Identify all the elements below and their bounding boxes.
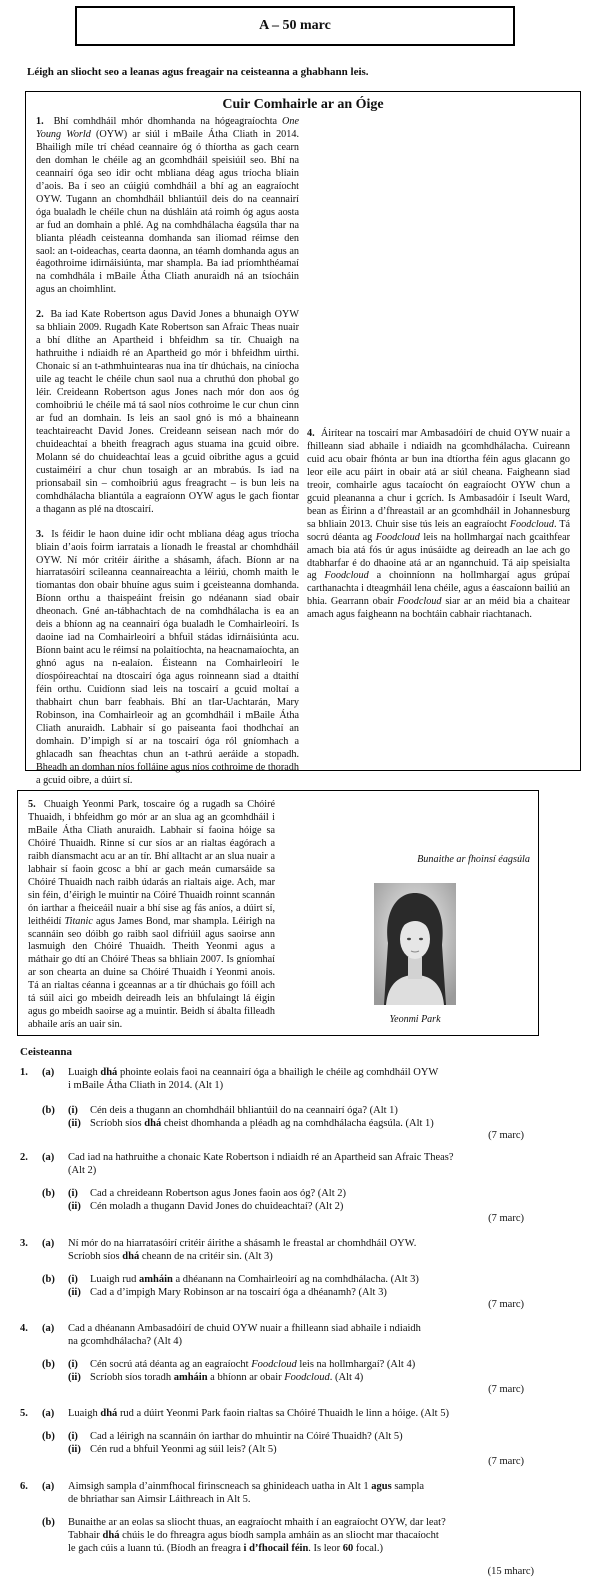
text: Cén socrú atá déanta ag an eagraíocht (90, 1359, 252, 1370)
text: Luaigh (68, 1408, 101, 1419)
text: a choinníonn na hollmhargaí agus grúpaí carthanachta i dteagmháil lena chéile, agus a éascaíonn bailiú an bhia. Gearrann obair (307, 570, 570, 608)
paragraph-1 (36, 116, 299, 297)
paragraph-4 (307, 428, 570, 622)
text: agus James Bond, mar shampla. Léirigh na scannáin seo dóibh go raibh saol difriúil agus saoirse ann lasmuigh den Chóiré Thuaidh. Theith Yeonmi agus a máthair go dtí an Chóiré Theas sa bhliain 2007. Is gníomhaí ar son chearta an duine sa Chóiré Thuaidh í Yeonmi anois. Tá an rialtas céanna i gceannas ar a tír dhúchais go fóill ach tá súil aici go mbeidh deireadh leis an bhfulaingt lá éigin agus go mbeidh saoirse ag a muintir. Beidh sí ábalta filleadh abhaile arís an uair sin. (28, 915, 275, 1031)
paragraph-number: 5. (28, 799, 36, 810)
text: chúis le do fhreagra agus bíodh sampla amháin as an sliocht mar thacaíocht (119, 1530, 439, 1541)
marks: (7 marc) (488, 1384, 524, 1395)
paragraph-5 (28, 799, 275, 1032)
text: . Tá socrú déanta ag (307, 518, 571, 543)
text: Scríobh síos (90, 1118, 145, 1129)
text: cheann de na critéir sin. (Alt 3) (139, 1251, 273, 1262)
passage-column-right (307, 116, 570, 788)
paragraph-number: 2. (36, 309, 44, 321)
question-4a (68, 1322, 548, 1348)
question-number: 5. (20, 1408, 28, 1419)
text: (OYW) ar siúl i mBaile Átha Cliath in 2014. Bhailigh míle trí chéad ceannaire óg ó thíortha as gach cearn den domhan le chéile ag an gcomhdháil speisiúil seo. Bhí na ceannairí óga seo idir ocht mbliana déag agus tríocha bliain d’aois. Ba í seo an cúigiú comhdháil a bhí ag an eagraíocht OYW. Tugann an chomhdháil bhliantúil deis do na ceannairí óga bualadh le chéile chun na dúshláin atá roimh óg agus aosta ar fud an domhain a phlé. Ag na comhdhálacha éagsúla thar na blianta pléadh ceisteanna domhanda san iliomad réimse den saol: an t-oideachas, cearta daonna, an téamh domhanda agus an éagothroime idirnáisiúnta, mar shampla. Ba iad príomhthéamaí na comhdhála i mBaile Átha Cliath anuraidh ná an tsíocháin agus an choimhlint. (36, 128, 299, 296)
text: Foodcloud (375, 531, 420, 543)
subpart-label: (ii) (68, 1444, 81, 1455)
text: siar ar an méid bia a chaitear amach agus faigheann na bochtáin cabhair riachtanach. (307, 596, 570, 621)
part-label: (b) (42, 1431, 55, 1442)
subpart-label: (i) (68, 1359, 78, 1370)
text: Luaigh rud (90, 1274, 139, 1285)
text: Foodcloud (251, 1359, 297, 1370)
paragraph-number: 1. (36, 116, 44, 127)
text: Foodcloud (397, 596, 442, 608)
text: . Is leor (308, 1543, 343, 1554)
text: Bhí comhdháil mhór dhomhanda na hógeagraíochta (53, 116, 283, 127)
text: na gcomhdhálacha? (Alt 4) (68, 1336, 182, 1347)
text: dhá (100, 1067, 118, 1078)
subpart-label: (i) (68, 1105, 78, 1116)
part-label: (a) (42, 1408, 55, 1419)
question-number: 3. (20, 1238, 28, 1249)
marks: (7 marc) (488, 1130, 524, 1141)
text: dhá (100, 1408, 118, 1419)
part-label: (a) (42, 1323, 55, 1334)
text: 60 (342, 1543, 354, 1554)
section-header: A – 50 marc (75, 6, 515, 46)
question-2a (68, 1151, 548, 1177)
text: leis na hollmhargaí? (Alt 4) (296, 1359, 416, 1370)
part-label: (a) (42, 1481, 55, 1492)
text: Áirítear na toscairí mar Ambasadóirí de chuid OYW nuair a fhilleann siad abhaile i ndiaidh na gcomhdhálacha. Cuireann cuid acu obair fhónta ar bun ina dtíortha féin agus glacann go leor eile acu páirt in obair atá ar siúl cheana. Faigheann siad treoir, comhairle agus tacaíocht ón eagraíocht OYW chun a gcuid pleananna a chur i gcrích. Is Ambasadóir í Iseult Ward, bean as Éirinn a d’fhreastail ar an gcomhdháil in Johannesburg sa bhliain 2013. Chuir sise tús leis an eagraíocht (307, 428, 571, 530)
text: Scríobh síos toradh (90, 1372, 174, 1383)
marks: (7 marc) (488, 1456, 524, 1467)
question-1b-ii (90, 1117, 434, 1130)
text: . (Alt 4) (329, 1372, 364, 1383)
part-label: (a) (42, 1152, 55, 1163)
question-6a (68, 1480, 548, 1506)
question-number: 6. (20, 1481, 28, 1492)
question-number: 4. (20, 1323, 28, 1334)
subpart-label: (ii) (68, 1287, 81, 1298)
paragraph-3 (36, 529, 299, 788)
text: Titanic (64, 915, 93, 927)
source-note: Bunaithe ar fhoinsí éagsúla (417, 854, 530, 865)
text: amháin (173, 1372, 208, 1383)
text: Foodcloud (509, 518, 554, 530)
yeonmi-box (17, 790, 539, 1036)
question-3b-i (90, 1273, 419, 1286)
text: Cad a dhéanann Ambasadóirí de chuid OYW nuair a fhilleann siad abhaile i ndiaidh (68, 1323, 421, 1334)
box-right-column (290, 799, 530, 867)
subpart-label: (i) (68, 1188, 78, 1199)
text: Ní mór do na hiarratasóirí critéir áirithe a shásamh le freastal ar chomhdháil OYW. (68, 1238, 417, 1249)
part-label: (b) (42, 1359, 55, 1370)
part-label: (a) (42, 1067, 55, 1078)
reading-passage (25, 91, 581, 786)
text: rud a dúirt Yeonmi Park faoin rialtas sa Chóiré Thuaidh le linn a hóige. (Alt 5) (117, 1408, 449, 1419)
question-1b-i: Cén deis a thugann an chomhdháil bhliantúil do na ceannairí óga? (Alt 1) (90, 1105, 398, 1116)
spacer (290, 799, 530, 851)
paragraph-number: 3. (36, 528, 44, 540)
instruction: Léigh an sliocht seo a leanas agus freagair na ceisteanna a ghabhann leis. (27, 66, 369, 78)
question-3a (68, 1237, 548, 1263)
part-label: (b) (42, 1517, 55, 1528)
text: le gach cúis a luann tú. (Bíodh an freagra (68, 1543, 244, 1554)
marks: (15 mharc) (487, 1566, 534, 1577)
text: agus (371, 1481, 392, 1492)
text: sampla (391, 1481, 425, 1492)
text: i mBaile Átha Cliath in 2014. (Alt 1) (68, 1080, 224, 1091)
marks: (7 marc) (488, 1299, 524, 1310)
subpart-label: (i) (68, 1274, 78, 1285)
text: dhá (102, 1530, 120, 1541)
text: Scríobh síos (68, 1251, 123, 1262)
marks: (7 marc) (488, 1213, 524, 1224)
text: Tabhair (68, 1530, 103, 1541)
text: Chuaigh Yeonmi Park, toscaire óg a rugadh sa Chóiré Thuaidh, i bhfeidhm go mór ar an slua ag an gcomhdháil i mBaile Átha Cliath anuraidh. Labhair sí faoina hóige sa Chóiré Thuaidh. Rinne sí cur síos ar an rialtas éagórach a raibh díansmacht acu ar an tír. Bhí alltacht ar an slua nuair a labhair sí faoin gcosc a bhí ar gach meán cumarsáide sa Chóiré Thuaidh nach raibh údarás an rialtais aige. Ach, mar sin féin, d’éirigh le muintir na Cóiré Thuaidh roinnt scannán ón iarthar a fheiceáil nuair a bhí sise ag fás aníos, a dúirt sí, leithéidí (28, 799, 275, 927)
text: i d’fhocail féin (243, 1543, 309, 1554)
text: Ba iad Kate Robertson agus David Jones a bhunaigh OYW sa bhliain 2009. Rugadh Kate Robertson san Afraic Theas nuair a bhí dlíthe an Apartheid i bhfeidhm sa tír. Chuaigh na hathruithe i ndiaidh ré an Apartheid go mór i bhfeidhm uirthi. Chonaic sí an t-athmhuintearas nua ina tír dhúchais, na ciníocha uile ag teacht le chéile chun saol nua a chruthú don phobal go léir. Creideann Robertson agus Jones nach mór don aos óg comhoibriú le chéile má tá saol níos cothroime le cur chun cinn ar fud an domhain. Is leis an saol gnó is mó a bhaineann teachtaireacht David Jones. Creideann seisean nach mór do chuideachtaí a bheith freagrach agus stuama ina gcuid oibre. Molann sé do chuideachtaí leas a gcuid oibrithe agus a gcuid custaiméirí a chur chun tosaigh ar an mbrabús. Is iad na prionsabail sin – comhoibriú agus freagracht – is bun leis na comhdhálacha bliantúla a eagraíonn OYW agus le gach fiontar a thagann as plé na dtoscairí. (36, 309, 299, 515)
text: Bunaithe ar an eolas sa sliocht thuas, an eagraíocht mhaith í an eagraíocht OYW, dar leat? (68, 1517, 446, 1528)
text: Foodcloud (284, 1372, 330, 1383)
text: One Young World (36, 116, 299, 140)
paragraph-number: 4. (307, 428, 315, 439)
text: dhá (144, 1118, 162, 1129)
subpart-label: (i) (68, 1431, 78, 1442)
part-label: (b) (42, 1105, 55, 1116)
text: Aimsigh sampla d’ainmfhocal firinscneach sa ghinideach uatha in Alt 1 (68, 1481, 372, 1492)
question-5a (68, 1407, 548, 1420)
passage-column-left (36, 116, 299, 788)
subpart-label: (ii) (68, 1118, 81, 1129)
question-5b-ii: Cén rud a bhfuil Yeonmi ag súil leis? (Alt 5) (90, 1444, 277, 1455)
part-label: (b) (42, 1274, 55, 1285)
text: dhá (122, 1251, 140, 1262)
text: phointe eolais faoi na ceannairí óga a bhailigh le chéile ag comhdháil OYW (117, 1067, 439, 1078)
paragraph-2 (36, 309, 299, 516)
text: Luaigh (68, 1067, 101, 1078)
text: a dhéanann na Comhairleoirí ag na comhdhálacha. (Alt 3) (172, 1274, 419, 1285)
question-3b-ii: Cad a d’impigh Mary Robinson ar na toscairí óga a dhéanamh? (Alt 3) (90, 1287, 387, 1298)
part-label: (a) (42, 1238, 55, 1249)
text: de bhriathar san Aimsir Láithreach in Alt 5. (68, 1494, 251, 1505)
question-2b-i: Cad a chreideann Robertson agus Jones faoin aos óg? (Alt 2) (90, 1188, 347, 1199)
text: cheist dhomhanda a pléadh ag na comhdhálacha éagsúla. (Alt 1) (161, 1118, 434, 1129)
subpart-label: (ii) (68, 1372, 81, 1383)
question-2b-ii: Cén moladh a thugann David Jones do chuideachtaí? (Alt 2) (90, 1201, 344, 1212)
text: leis na hollmhargaí nach gcaithfear amach bia atá fós úr agus inúsáidte ag deireadh an lae ach go dtabharfar é do dhaoine atá ar an ngannchuid. Tá aip speisialta ag (307, 531, 570, 582)
part-label: (b) (42, 1188, 55, 1199)
question-4b-i (90, 1358, 415, 1371)
photo-caption: Yeonmi Park (389, 1014, 441, 1025)
question-number: 2. (20, 1152, 28, 1163)
passage-title: Cuir Comhairle ar an Óige (222, 97, 384, 112)
subpart-label: (ii) (68, 1201, 81, 1212)
text: a bhíonn ar obair (207, 1372, 285, 1383)
question-1a (68, 1066, 548, 1092)
question-6b (68, 1516, 558, 1555)
question-5b-i: Cad a léirigh na scannáin ón iarthar do mhuintir na Cóiré Thuaidh? (Alt 5) (90, 1431, 403, 1442)
questions-heading: Ceisteanna (20, 1046, 72, 1058)
text: focal.) (353, 1543, 383, 1554)
question-4b-ii (90, 1371, 363, 1384)
question-number: 1. (20, 1067, 28, 1078)
text: amháin (139, 1274, 173, 1285)
text: (Alt 2) (68, 1165, 97, 1176)
text: Cad iad na hathruithe a chonaic Kate Robertson i ndiaidh ré an Apartheid san Afraic Theas? (68, 1152, 454, 1163)
text: Is féidir le haon duine idir ocht mbliana déag agus tríocha bliain d’aois foirm iarratais a líonadh le freastal ar chomhdháil OYW. Ní mór critéir áirithe a shásamh, áfach. Bíonn ar na hiarratasóirí scileanna ceannaireachta a léiriú, chomh maith le tiomantas don obair bhuíne agus suim i gceisteanna domhanda. Bíonn orthu a thaispeáint freisin go ndéanann siad obair dheonach. Gné an-tábhachtach de na comhdhálacha is ea an deis a bhíonn ag na ceannairí óga bualadh le Comhairleoirí. Is daoine iad na Comhairleoirí a bhfuil stádas idirnáisiúnta acu. Bíonn baint acu le réimsí na polaitíochta, na heacnamaíochta, an ghnó agus na n-ealaíon. Éisteann na Comhairleoirí le díospóireachtaí na dtoscairí óga agus roinneann siad a dtaithí féin orthu. Cuidíonn siad leis na toscairí a gcuid moltaí a thabhairt chun barr feabhais. Bhí an tIar-Uachtarán, Mary Robinson, ina Comhairleoir ag an gcomhdháil i mBaile Átha Cliath anuraidh. Labhair sí go paiseanta faoi thodhchaí an domhain. D’impigh sí ar na toscairí óga ról gníomhach a ghlacadh san fheachtas chun an t-athrú aeráide a stopadh. Bheadh an domhan níos folláine agus níos cothroime de thoradh a gcuid oibre, a dúirt sí. (36, 528, 299, 786)
yeonmi-photo (374, 883, 456, 1005)
text: Foodcloud (324, 570, 369, 582)
